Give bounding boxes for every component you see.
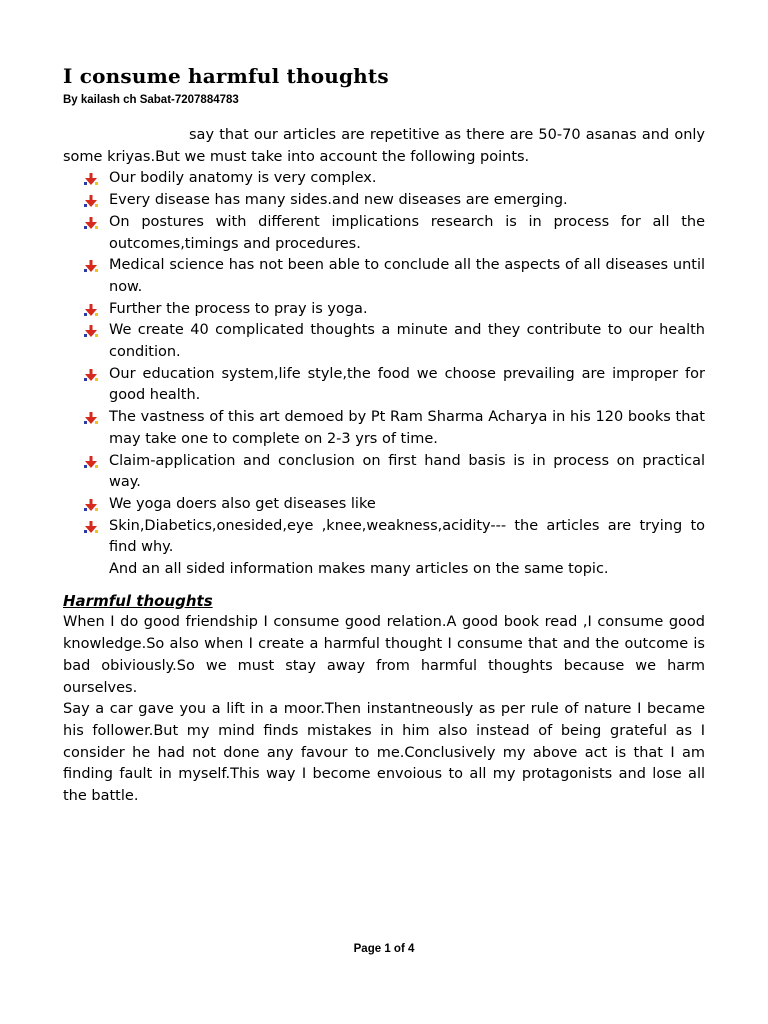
bullet-text: Medical science has not been able to conclude all the aspects of all diseases until now. [109, 257, 705, 295]
arrow-bullet-icon [84, 520, 98, 534]
document-title: I consume harmful thoughts [63, 64, 389, 88]
bullet-list [63, 168, 705, 559]
section-heading: Harmful thoughts [63, 591, 213, 610]
page-number-footer: Page 1 of 4 [353, 943, 415, 955]
document-body [63, 125, 705, 808]
bullet-text: Our bodily anatomy is very complex. [109, 170, 377, 187]
bullet-followup-text: And an all sided information makes many articles on the same topic. [109, 561, 609, 578]
bullet-item [63, 407, 705, 450]
arrow-bullet-icon [84, 498, 98, 512]
bullet-item [63, 494, 705, 516]
arrow-bullet-icon [84, 194, 98, 208]
bullet-item [63, 212, 705, 255]
bullet-item [63, 516, 705, 559]
arrow-bullet-icon [84, 172, 98, 186]
arrow-bullet-icon [84, 368, 98, 382]
arrow-bullet-icon [84, 324, 98, 338]
bullet-text: Further the process to pray is yoga. [109, 300, 368, 317]
bullet-text: Skin,Diabetics,onesided,eye ,knee,weakness,acidity--- the articles are trying to find why. [109, 517, 705, 556]
bullet-text: We yoga doers also get diseases like [109, 495, 376, 512]
arrow-bullet-icon [84, 455, 98, 469]
arrow-bullet-icon [84, 411, 98, 425]
bullet-text: Claim-application and conclusion on first hand basis is in process on practical way. [109, 452, 705, 491]
arrow-bullet-icon [84, 259, 98, 273]
bullet-item [63, 320, 705, 363]
bullet-item [63, 255, 705, 298]
bullet-text: Our education system,life style,the food we choose prevailing are improper for good health. [109, 365, 705, 404]
intro-paragraph: say that our articles are repetitive as there are 50-70 asanas and only some kriyas.But we must take into account the following points. [63, 127, 705, 165]
bullet-item [63, 299, 705, 321]
bullet-item [63, 364, 705, 407]
bullet-item [63, 451, 705, 494]
bullet-text: On postures with different implications research is in process for all the outcomes,timings and procedures. [109, 213, 705, 252]
body-paragraph: Say a car gave you a lift in a moor.Then instantneously as per rule of nature I became his follower.But my mind finds mistakes in him also instead of being grateful as I consider he had not done any favour to me.Conclusively my above act is that I am finding fault in myself.This way I become envoious to all my protagonists and lose all the battle. [63, 701, 705, 805]
bullet-text: Every disease has many sides.and new diseases are emerging. [109, 192, 568, 209]
author-byline: By kailash ch Sabat-7207884783 [63, 94, 239, 106]
bullet-text: The vastness of this art demoed by Pt Ram Sharma Acharya in his 120 books that may take one to complete on 2-3 yrs of time. [109, 409, 705, 447]
arrow-bullet-icon [84, 216, 98, 230]
bullet-item [63, 190, 705, 212]
bullet-text: We create 40 complicated thoughts a minute and they contribute to our health condition. [109, 322, 705, 361]
arrow-bullet-icon [84, 303, 98, 317]
bullet-item [63, 168, 705, 190]
body-paragraph: When I do good friendship I consume good relation.A good book read ,I consume good knowledge.So also when I create a harmful thought I consume that and the outcome is bad obiviously.So we must stay away from harmful thoughts because we harm ourselves. [63, 614, 705, 696]
